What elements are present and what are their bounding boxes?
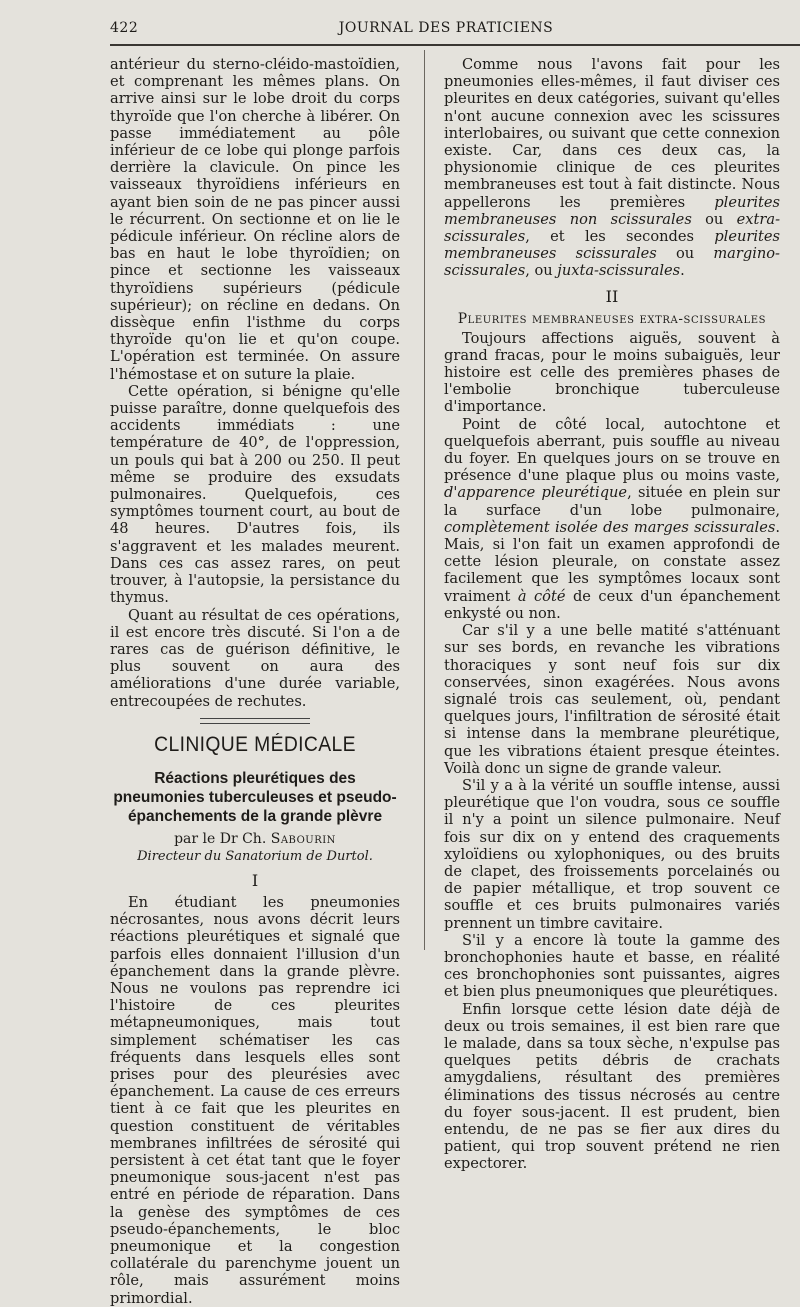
header-rule bbox=[110, 44, 800, 46]
byline bbox=[110, 830, 400, 848]
paragraph: Enfin lorsque cette lésion date déjà de deux ou trois semaines, il est bien rare que le malade, dans sa toux sèche, n'expulse pas quelques petits débris de crachats amygdaliens, résultant des premières éliminations des tissus nécrosés au centre du foyer sous-jacent. Il est prudent, bien entendu, de ne pas se fier aux dires du patient, qui trop souvent prétend ne rien expectorer. bbox=[444, 1000, 780, 1173]
paragraph: Comme nous l'avons fait pour les pneumonies elles-mêmes, il faut diviser ces pleurites en deux catégories, suivant qu'elles n'ont aucune connexion avec les scissures interlobaires, ou suivant que cette connexion existe. Car, dans ces deux cas, la physionomie clinique de ces pleurites membraneuses est tout à fait distincte. Nous appellerons les premières pleurites membraneuses non scissurales ou extra-scissurales, et les secondes pleurites membraneuses scissurales ou margino-scissurales, ou juxta-scissurales. bbox=[444, 56, 781, 280]
section-numeral: I bbox=[251, 870, 259, 890]
section-divider bbox=[200, 718, 310, 724]
paragraph: Point de côté local, autochtone et quelquefois aberrant, puis souffle au niveau du foyer. En quelques jours on se trouve en présence d'une plaque plus ou moins vaste, d'apparence pleurétique, située en plein sur la surface d'un lobe pulmonaire, complètement isolée des marges scissurales. Mais, si l'on fait un examen approfondi de cette lésion pleurale, on constate assez facilement que les symptômes locaux sont vraiment à côté de ceux d'un épanchement enkysté ou non. bbox=[444, 415, 780, 622]
column-divider bbox=[424, 50, 425, 950]
subsection-heading: Pleurites membraneuses extra-scissurales bbox=[457, 310, 767, 327]
page-number: 422 bbox=[110, 20, 139, 36]
paragraph: En étudiant les pneumonies nécrosantes, nous avons décrit leurs réactions pleurétiques et signalé que parfois elles donnaient l'illusion d'un épanchement dans la grande plèvre. Nous ne voulons pas reprendre ici l'histoire de ces pleurites métapneumoniques, mais tout simplement schématiser les cas fréquents dans lesquels elles sont prises pour des pleurésies avec épanchement. La cause de ces erreurs tient à ce fait que les pleurites en question constituent de véritables membranes infiltrées de sérosité qui persistent à cet état tant que le foyer pneumonique sous-jacent n'est pas entré en période de réparation. Dans la genèse des symptômes de ces pseudo-épanchements, le bloc pneumonique et la congestion collatérale du parenchyme jouent un rôle, mais assurément moins primordial. bbox=[110, 893, 400, 1307]
paragraph: antérieur du sterno-cléido-mastoïdien, et comprenant les mêmes plans. On arrive ainsi sur le lobe droit du corps thyroïde que l'on cherche à libérer. On passe immédiatement au pôle inférieur de ce lobe qui plonge parfois derrière la clavicule. On pince les vaisseaux thyroïdiens inférieurs en ayant bien soin de ne pas pincer aussi le récurrent. On sectionne et on lie le pédicule inférieur. On récline alors de bas en haut le lobe thyroïdien; on pince et sectionne les vaisseaux thyroïdiens supérieurs (pédicule supérieur); on récline en dedans. On dissèque enfin l'isthme du corps thyroïde qu'on lie et qu'on coupe. L'opération est terminée. On assure l'hémostase et on suture la plaie. bbox=[110, 56, 400, 383]
paragraph: S'il y a encore là toute la gamme des bronchophonies haute et basse, en réalité ces bronchophonies sont puissantes, aigres et bien plus pneumoniques que pleurétiques. bbox=[444, 931, 780, 1001]
paragraph: S'il y a à la vérité un souffle intense, aussi pleurétique que l'on voudra, sous ce souffle il n'y a point un silence pulmonaire. Neuf fois sur dix on y entend des craquements xyloïdiens ou xylophoniques, ou des bruits de clapet, des froissements porcelainés ou de papier métallique, et trop souvent ce souffle et ces bruits pulmonaires variés prennent un timbre cavitaire. bbox=[444, 776, 780, 932]
right-column bbox=[444, 56, 780, 1173]
section-heading: CLINIQUE MÉDICALE bbox=[154, 732, 356, 756]
paragraph: Toujours affections aiguës, souvent à grand fracas, pour le moins subaiguës, leur histoire est celle des premières phases de l'embolie bronchique tuberculeuse d'importance. bbox=[444, 329, 780, 416]
article-title: Réactions pleurétiques des pneumonies tuberculeuses et pseudo-épanchements de la grande plèvre bbox=[113, 769, 397, 825]
running-head bbox=[110, 18, 782, 40]
paragraph: Car s'il y a une belle matité s'atténuant sur ses bords, en revanche les vibrations thoraciques y sont neuf fois sur dix conservées, sinon exagérées. Nous avons signalé trois cas seulement, où, pendant quelques jours, l'infiltration de sérosité était si intense dans la membrane pleurétique, que les vibrations étaient presque éteintes. Voilà donc un signe de grande valeur. bbox=[444, 622, 780, 777]
left-column bbox=[110, 56, 400, 1307]
paragraph: Cette opération, si bénigne qu'elle puisse paraître, donne quelquefois des accidents immédiats : une température de 40°, de l'oppression, un pouls qui bat à 200 ou 250. Il peut même se produire des exsudats pulmonaires. Quelquefois, ces symptômes tournent court, au bout de 48 heures. D'autres fois, ils s'aggravent et les malades meurent. Dans ces cas assez rares, on peut trouver, à l'autopsie, la persistance du thymus. bbox=[110, 382, 400, 607]
author-name: Sabourin bbox=[270, 830, 336, 847]
journal-title: JOURNAL DES PRATICIENS bbox=[338, 20, 554, 36]
author-affiliation: Directeur du Sanatorium de Durtol. bbox=[137, 848, 373, 864]
section-numeral: II bbox=[605, 286, 619, 306]
paragraph: Quant au résultat de ces opérations, il est encore très discuté. Si l'on a de rares cas de guérison définitive, le plus souvent on aura des améliorations d'une durée variable, entrecoupées de rechutes. bbox=[110, 606, 400, 710]
byline-prefix: par le Dr Ch. bbox=[174, 830, 267, 847]
